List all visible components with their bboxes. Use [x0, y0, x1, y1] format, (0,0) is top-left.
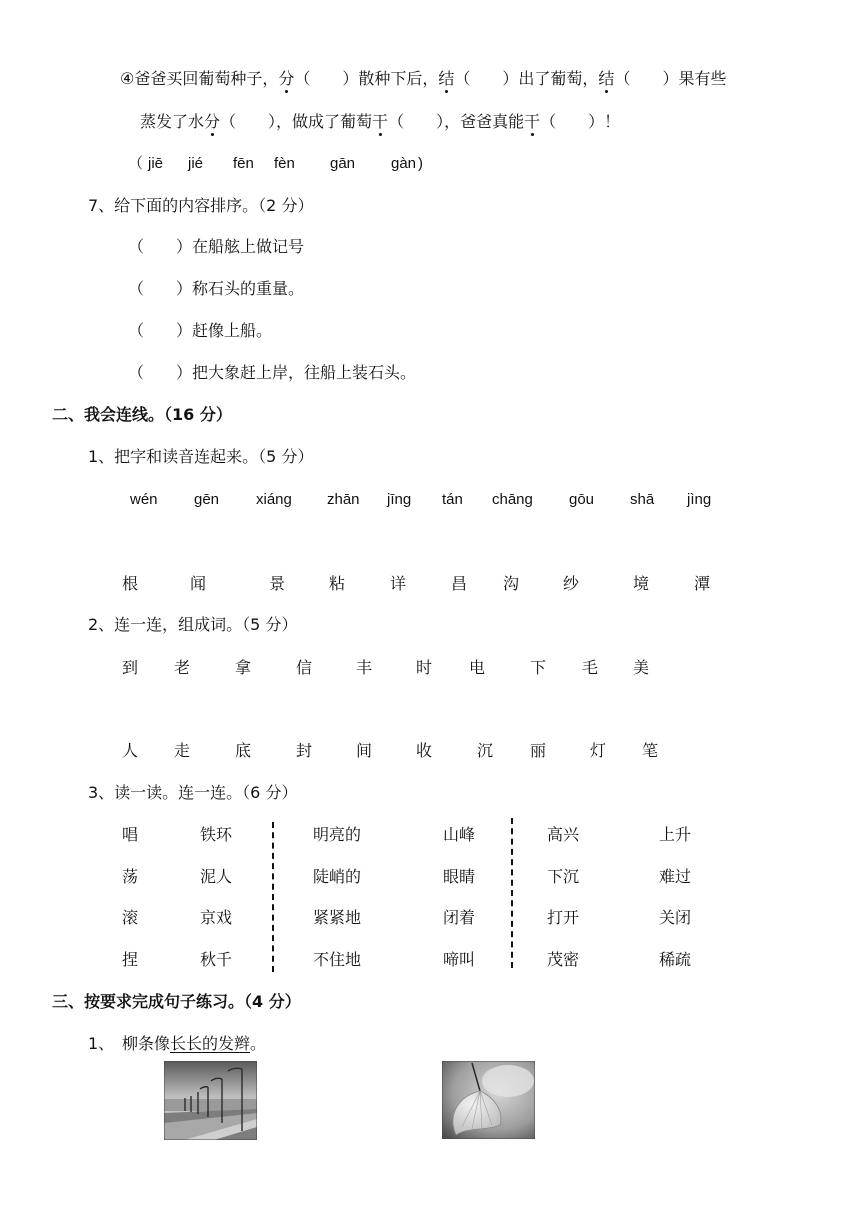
sentence-segment: （ ）出了葡萄， [454, 69, 599, 88]
sentence-segment: （ ），爸爸真能 [388, 112, 525, 131]
s2-q2-top-char[interactable]: 到 [122, 658, 139, 677]
street-lamps-photo [164, 1061, 257, 1140]
s2-q1-title: 1、把字和读音连起来。（5 分） [88, 447, 314, 466]
dotted-char: 结 [438, 69, 455, 88]
s2-q1-pinyin[interactable]: zhān [327, 491, 360, 508]
s2-q3-word[interactable]: 陡峭的 [313, 867, 362, 886]
s2-q2-top-char[interactable]: 美 [633, 658, 650, 677]
q6-pinyin-option: jiē [148, 155, 164, 172]
s2-q3-word[interactable]: 不住地 [313, 950, 362, 969]
dotted-char: 分 [278, 69, 295, 88]
s2-q2-bottom-char[interactable]: 丽 [530, 741, 547, 760]
q3-divider-left [272, 822, 274, 972]
s3-q1-prefix: 柳条像 [122, 1034, 171, 1053]
section2-title: 二、我会连线。（16 分） [52, 405, 232, 424]
q6-pinyin-open: （ [128, 155, 144, 172]
s2-q3-word[interactable]: 闭着 [443, 908, 476, 927]
s2-q2-bottom-char[interactable]: 收 [416, 741, 433, 760]
s3-q1-underlined-phrase: 长长的发辫 [170, 1034, 251, 1053]
ginkgo-leaf-photo [442, 1061, 535, 1139]
s2-q1-char[interactable]: 详 [390, 574, 407, 593]
q7-title: 7、给下面的内容排序。（2 分） [88, 196, 314, 215]
s2-q2-top-char[interactable]: 老 [174, 658, 191, 677]
dotted-char: 干 [372, 112, 389, 131]
s2-q2-top-char[interactable]: 下 [530, 658, 547, 677]
dotted-char: 分 [204, 112, 221, 131]
s2-q3-word[interactable]: 铁环 [200, 825, 233, 844]
s2-q3-word[interactable]: 啼叫 [443, 950, 476, 969]
s3-q1-suffix: 。 [250, 1034, 267, 1053]
s2-q1-char[interactable]: 潭 [694, 574, 711, 593]
s2-q1-char[interactable]: 闻 [190, 574, 207, 593]
s2-q1-pinyin[interactable]: wén [130, 491, 158, 508]
s2-q1-pinyin[interactable]: jīng [387, 491, 412, 508]
s2-q3-word[interactable]: 紧紧地 [313, 908, 362, 927]
q6-pinyin-option: fèn [274, 155, 295, 172]
q6-item4-line2 [140, 111, 620, 133]
s2-q1-pinyin[interactable]: gōu [569, 491, 595, 508]
s2-q3-word[interactable]: 唱 [122, 825, 139, 844]
s2-q2-bottom-char[interactable]: 灯 [590, 741, 607, 760]
s2-q2-top-char[interactable]: 时 [416, 658, 433, 677]
s2-q2-top-char[interactable]: 拿 [235, 658, 252, 677]
q7-item: 称石头的重量。 [192, 279, 305, 298]
s2-q2-top-char[interactable]: 丰 [356, 658, 373, 677]
s2-q3-word[interactable]: 秋千 [200, 950, 233, 969]
q7-answer-blank[interactable]: （ ） [128, 321, 193, 340]
q6-pinyin-option: jié [188, 155, 204, 172]
s2-q3-word[interactable]: 高兴 [547, 825, 580, 844]
s2-q1-char[interactable]: 景 [269, 574, 286, 593]
q7-answer-blank[interactable]: （ ） [128, 279, 193, 298]
q7-item: 赶像上船。 [192, 321, 273, 340]
s2-q1-pinyin[interactable]: shā [630, 491, 655, 508]
s2-q3-word[interactable]: 京戏 [200, 908, 233, 927]
q7-item: 把大象赶上岸，往船上装石头。 [192, 363, 417, 382]
sentence-segment: （ ），做成了葡萄 [220, 112, 373, 131]
s2-q1-pinyin[interactable]: gēn [194, 491, 220, 508]
s2-q3-word[interactable]: 稀疏 [659, 950, 692, 969]
q6-pinyin-option: gān [330, 155, 356, 172]
q7-answer-blank[interactable]: （ ） [128, 363, 193, 382]
q6-pinyin-close: ) [418, 155, 423, 172]
s2-q3-word[interactable]: 关闭 [659, 908, 692, 927]
dotted-char: 干 [524, 112, 541, 131]
s2-q2-bottom-char[interactable]: 间 [356, 741, 373, 760]
dotted-char: 结 [598, 69, 615, 88]
s2-q2-top-char[interactable]: 电 [469, 658, 486, 677]
sentence-segment: 蒸发了水 [140, 112, 205, 131]
s2-q2-title: 2、连一连，组成词。（5 分） [88, 615, 298, 634]
s2-q1-char[interactable]: 纱 [563, 574, 580, 593]
q6-pinyin-option: fēn [233, 155, 254, 172]
q6-item4-line1 [120, 68, 726, 90]
s2-q1-char[interactable]: 粘 [329, 574, 346, 593]
q6-pinyin-option: gàn [391, 155, 417, 172]
s2-q3-word[interactable]: 茂密 [547, 950, 580, 969]
s2-q3-word[interactable]: 难过 [659, 867, 692, 886]
s2-q1-pinyin[interactable]: xiáng [256, 491, 292, 508]
s2-q3-word[interactable]: 山峰 [443, 825, 476, 844]
s2-q3-word[interactable]: 打开 [547, 908, 580, 927]
s2-q3-word[interactable]: 泥人 [200, 867, 233, 886]
s2-q1-pinyin[interactable]: tán [442, 491, 463, 508]
s2-q2-top-char[interactable]: 毛 [582, 658, 599, 677]
sentence-segment: （ ）果有些 [614, 69, 727, 88]
s2-q2-bottom-char[interactable]: 封 [296, 741, 313, 760]
s2-q1-char[interactable]: 沟 [503, 574, 520, 593]
s2-q2-bottom-char[interactable]: 人 [122, 741, 139, 760]
sentence-segment: （ ）！ [540, 112, 621, 131]
s2-q3-word[interactable]: 眼睛 [443, 867, 476, 886]
s2-q3-word[interactable]: 捏 [122, 950, 139, 969]
s2-q1-char[interactable]: 根 [122, 574, 139, 593]
s3-q1-number: 1、 [88, 1034, 115, 1053]
q7-item: 在船舷上做记号 [192, 237, 305, 256]
s2-q2-bottom-char[interactable]: 沉 [477, 741, 494, 760]
s2-q2-top-char[interactable]: 信 [296, 658, 313, 677]
s2-q3-word[interactable]: 荡 [122, 867, 139, 886]
s2-q1-char[interactable]: 境 [633, 574, 650, 593]
sentence-segment: ④爸爸买回葡萄种子， [120, 69, 279, 88]
s2-q2-bottom-char[interactable]: 走 [174, 741, 191, 760]
s2-q2-bottom-char[interactable]: 笔 [642, 741, 659, 760]
s2-q1-char[interactable]: 昌 [451, 574, 468, 593]
q7-answer-blank[interactable]: （ ） [128, 237, 193, 256]
sentence-segment: （ ）散种下后， [294, 69, 439, 88]
s2-q3-word[interactable]: 上升 [659, 825, 692, 844]
q3-divider-right [511, 818, 513, 968]
s2-q2-bottom-char[interactable]: 底 [235, 741, 252, 760]
s2-q3-word[interactable]: 下沉 [547, 867, 580, 886]
s2-q3-word[interactable]: 滚 [122, 908, 139, 927]
s2-q3-title: 3、读一读。连一连。（6 分） [88, 783, 298, 802]
s2-q3-word[interactable]: 明亮的 [313, 825, 362, 844]
s3-q1-sentence [122, 1033, 266, 1055]
s2-q1-pinyin[interactable]: chāng [492, 491, 533, 508]
s2-q1-pinyin[interactable]: jìng [687, 491, 712, 508]
section3-title: 三、按要求完成句子练习。（4 分） [52, 992, 301, 1011]
